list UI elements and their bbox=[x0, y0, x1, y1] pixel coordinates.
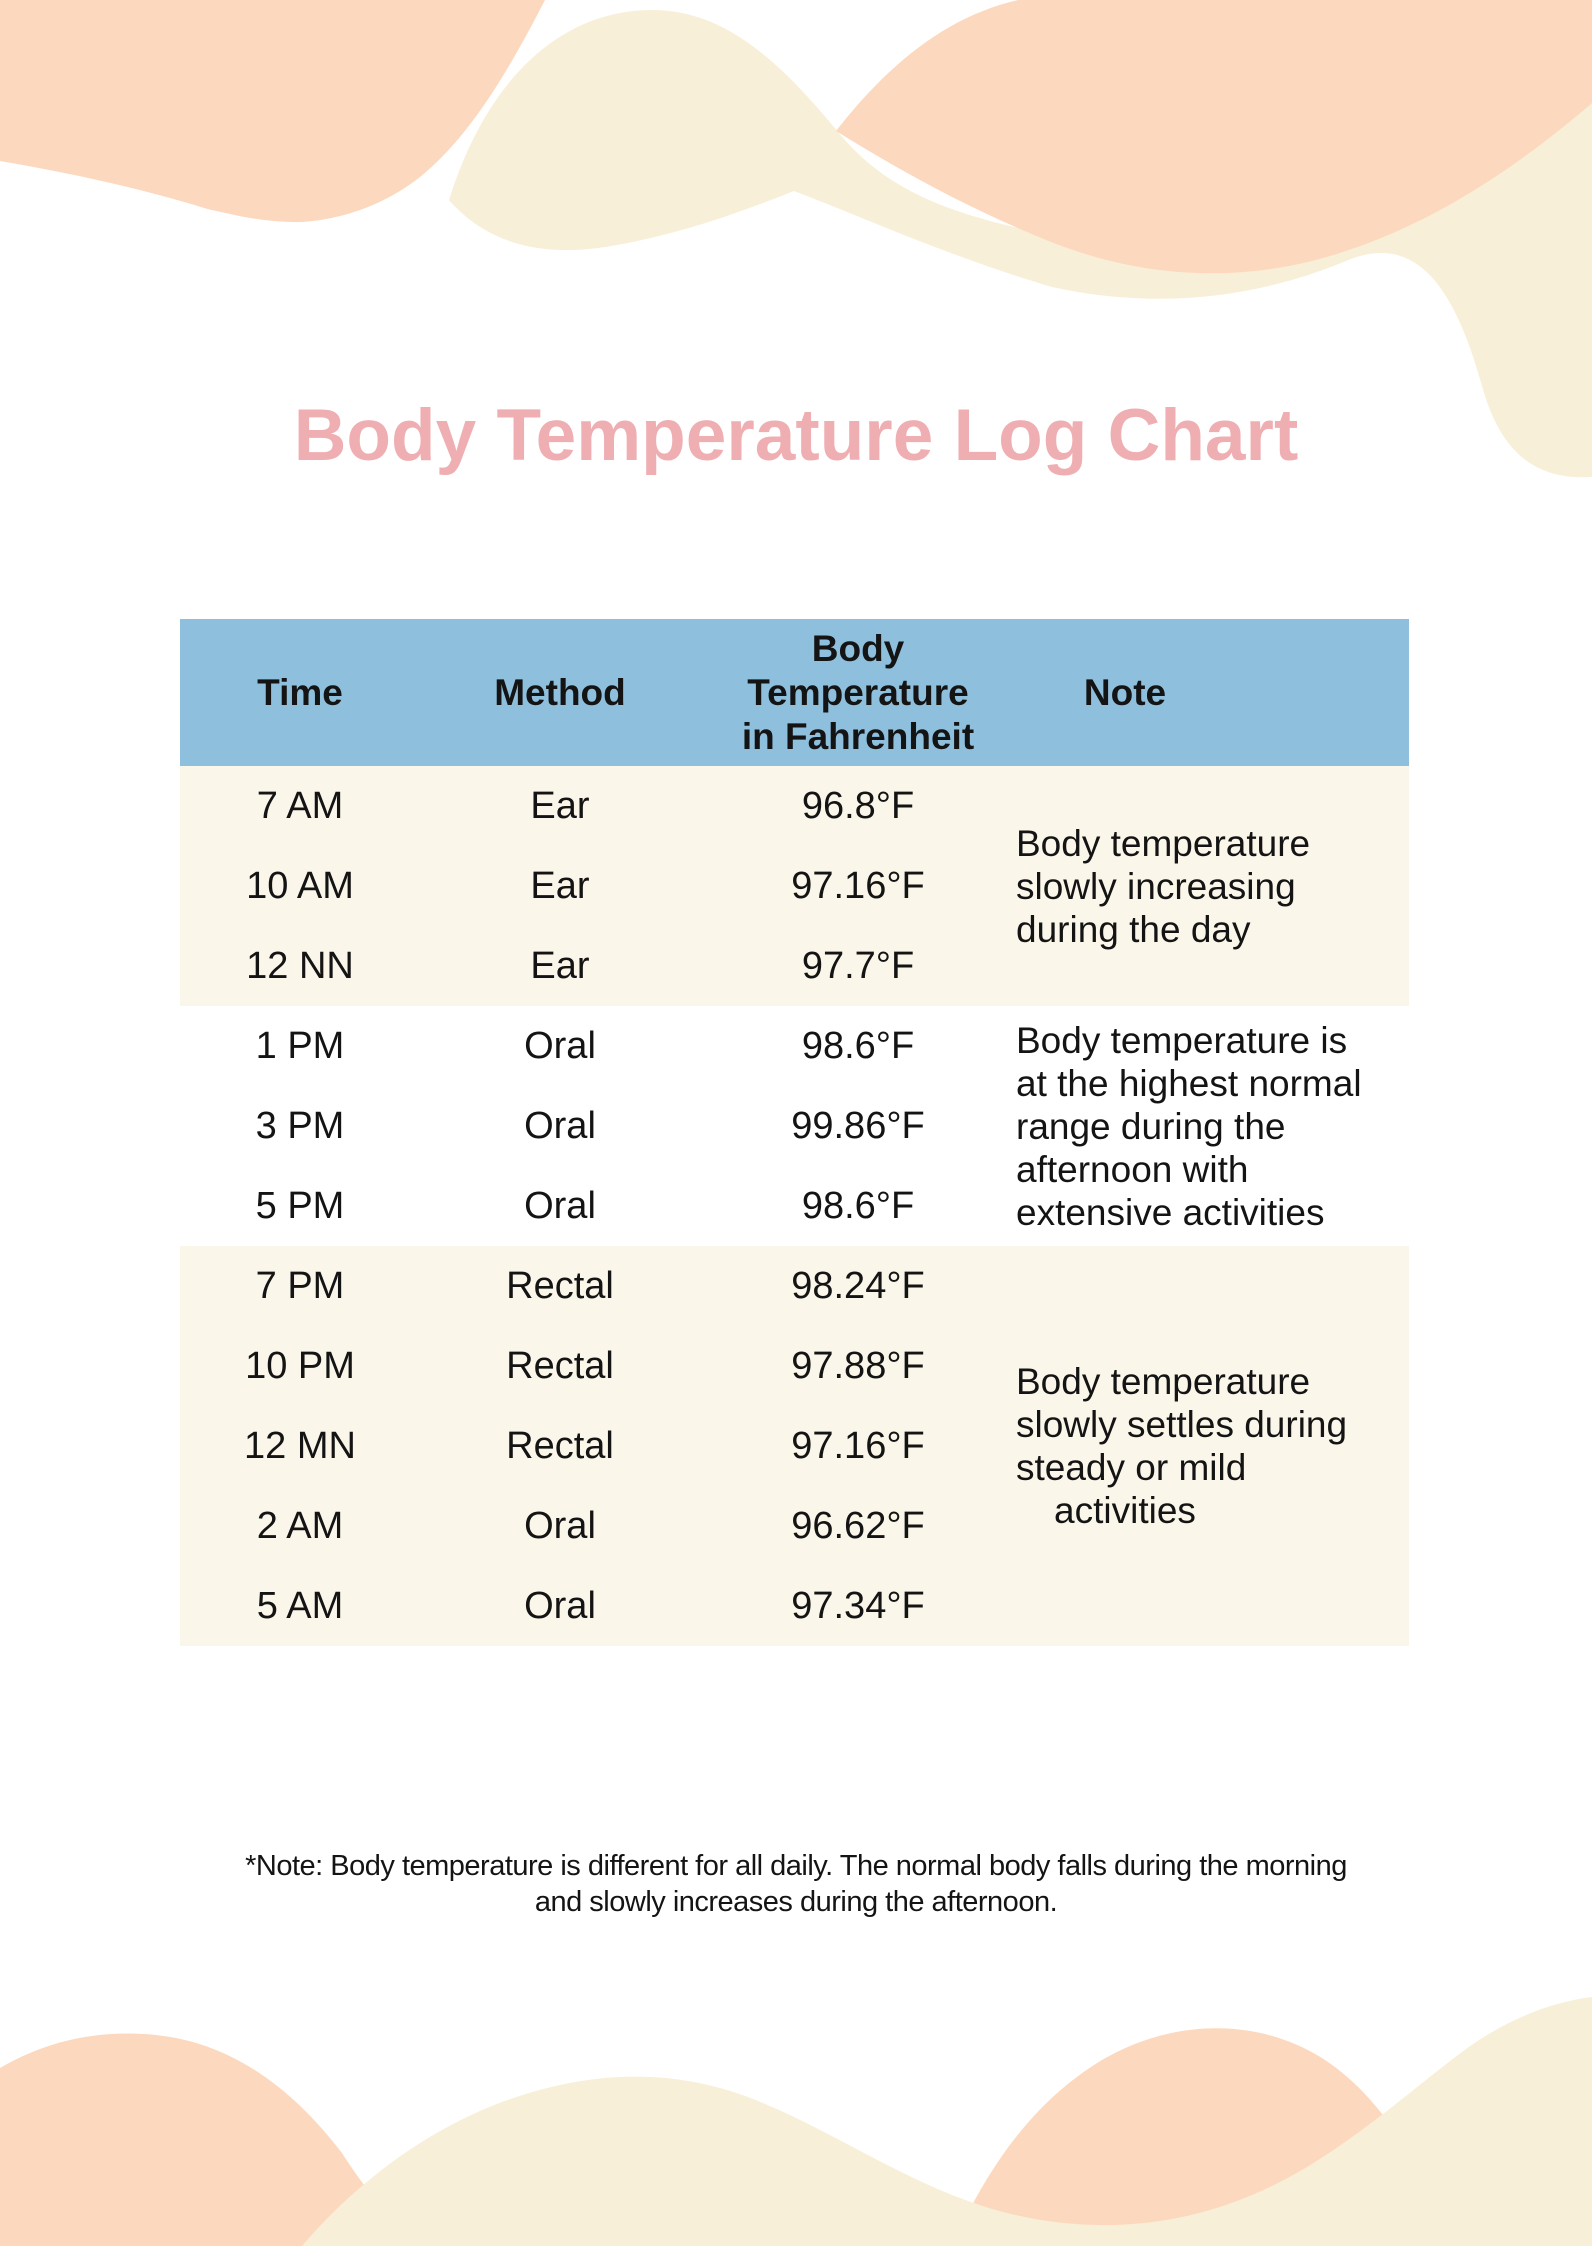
method-cell: Oral bbox=[420, 1086, 700, 1166]
note-text-line: range during the bbox=[1016, 1105, 1286, 1147]
time-cell: 3 PM bbox=[180, 1086, 420, 1166]
top-decoration bbox=[0, 0, 1592, 560]
note-text-line: steady or mild bbox=[1016, 1447, 1247, 1488]
method-cell: Ear bbox=[420, 766, 700, 846]
time-cell: 12 MN bbox=[180, 1406, 420, 1486]
method-cell: Ear bbox=[420, 926, 700, 1006]
temperature-cell: 96.8°F bbox=[700, 766, 1016, 846]
note-text-line: Body temperature bbox=[1016, 1361, 1311, 1402]
method-cell: Oral bbox=[420, 1486, 700, 1566]
time-cell: 12 NN bbox=[180, 926, 420, 1006]
note-text-line: Body temperature bbox=[1016, 822, 1311, 864]
time-cell: 10 PM bbox=[180, 1326, 420, 1406]
note-cell bbox=[1016, 1246, 1409, 1646]
method-cell: Oral bbox=[420, 1566, 700, 1646]
bottom-cream-wave bbox=[302, 1997, 1592, 2246]
temperature-cell: 96.62°F bbox=[700, 1486, 1016, 1566]
temperature-cell: 98.6°F bbox=[700, 1006, 1016, 1086]
note-text-line: slowly increasing bbox=[1016, 865, 1296, 907]
note-text-line: Body temperature is bbox=[1016, 1019, 1348, 1061]
temperature-cell: 98.24°F bbox=[700, 1246, 1016, 1326]
note-text-line: activities bbox=[1054, 1490, 1196, 1531]
method-cell: Rectal bbox=[420, 1326, 700, 1406]
temperature-cell: 97.7°F bbox=[700, 926, 1016, 1006]
time-cell: 7 PM bbox=[180, 1246, 420, 1326]
note-text bbox=[1016, 1019, 1362, 1234]
footnote bbox=[0, 1848, 1592, 1920]
column-header-temperature bbox=[700, 619, 1016, 766]
table-row bbox=[180, 766, 1409, 846]
method-cell: Oral bbox=[420, 1006, 700, 1086]
note-text-line: slowly settles during bbox=[1016, 1404, 1348, 1445]
temperature-cell: 97.88°F bbox=[700, 1326, 1016, 1406]
column-header-method bbox=[420, 619, 700, 766]
note-cell bbox=[1016, 766, 1409, 1006]
time-cell: 10 AM bbox=[180, 846, 420, 926]
column-header-note bbox=[1016, 619, 1409, 766]
method-cell: Ear bbox=[420, 846, 700, 926]
note-text bbox=[1016, 822, 1311, 951]
note-text-line: during the day bbox=[1016, 908, 1251, 950]
footnote-line-2: and slowly increases during the afternoon. bbox=[534, 1886, 1058, 1918]
table-row bbox=[180, 1246, 1409, 1326]
time-cell: 7 AM bbox=[180, 766, 420, 846]
column-header-temperature-line: Body bbox=[811, 627, 905, 669]
temperature-cell: 98.6°F bbox=[700, 1166, 1016, 1246]
footnote-line-1: *Note: Body temperature is different for all daily. The normal body falls during the morning bbox=[245, 1850, 1347, 1882]
table-header-row bbox=[180, 619, 1409, 766]
note-text-line: at the highest normal bbox=[1016, 1062, 1362, 1104]
note-text bbox=[1016, 1360, 1348, 1532]
column-header-note-line: Note bbox=[1083, 671, 1167, 713]
method-cell: Rectal bbox=[420, 1406, 700, 1486]
time-cell: 2 AM bbox=[180, 1486, 420, 1566]
note-cell bbox=[1016, 1006, 1409, 1246]
table-row bbox=[180, 1006, 1409, 1086]
method-cell: Oral bbox=[420, 1166, 700, 1246]
column-header-temperature-line: in Fahrenheit bbox=[741, 715, 975, 757]
temperature-cell: 97.16°F bbox=[700, 846, 1016, 926]
temperature-cell: 97.34°F bbox=[700, 1566, 1016, 1646]
method-cell: Rectal bbox=[420, 1246, 700, 1326]
column-header-method-line: Method bbox=[494, 671, 626, 713]
table-header bbox=[180, 619, 1409, 766]
time-cell: 5 AM bbox=[180, 1566, 420, 1646]
time-cell: 5 PM bbox=[180, 1166, 420, 1246]
column-header-time bbox=[180, 619, 420, 766]
column-header-temperature-line: Temperature bbox=[747, 671, 969, 713]
page-title: Body Temperature Log Chart bbox=[293, 395, 1299, 476]
temperature-cell: 97.16°F bbox=[700, 1406, 1016, 1486]
note-text-line: extensive activities bbox=[1016, 1191, 1325, 1233]
temperature-cell: 99.86°F bbox=[700, 1086, 1016, 1166]
bottom-decoration bbox=[0, 1946, 1592, 2246]
note-text-line: afternoon with bbox=[1016, 1148, 1249, 1190]
temperature-log-table bbox=[180, 619, 1409, 1646]
time-cell: 1 PM bbox=[180, 1006, 420, 1086]
column-header-time-line: Time bbox=[257, 671, 343, 713]
